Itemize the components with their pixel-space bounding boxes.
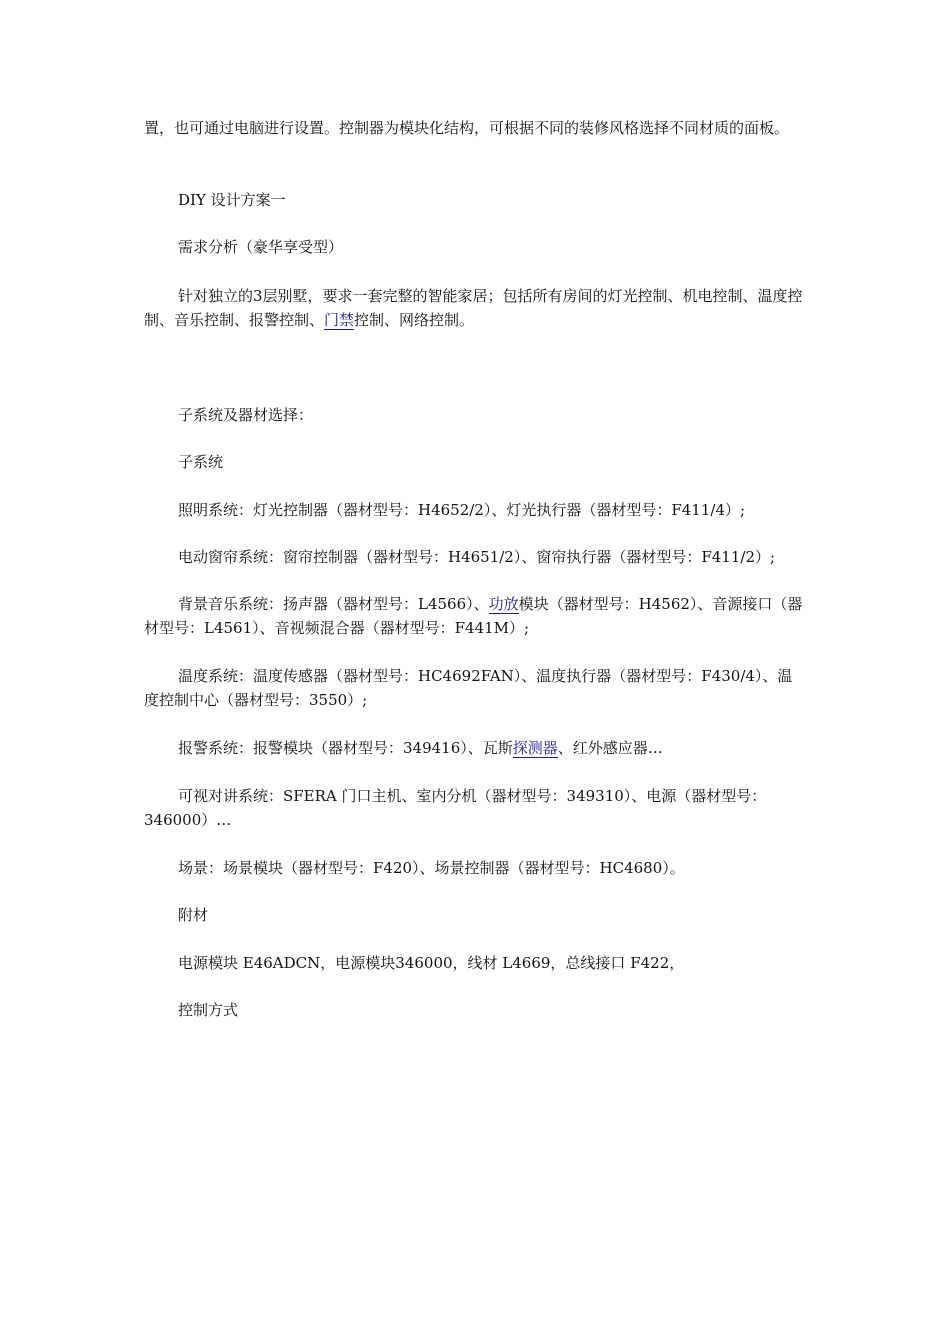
paragraph-lighting: 照明系统：灯光控制器（器材型号：H4652/2）、灯光执行器（器材型号：F411/4）; — [178, 501, 746, 519]
link-amplifier[interactable]: 功放 — [488, 595, 519, 613]
text: 针对独立的3层别墅，要求一套完整的智能家居；包括所有房间的灯光控制、机电控制、温度控制、音乐控制、报警控制、 — [144, 287, 803, 329]
paragraph-music — [144, 592, 804, 640]
heading-diy-plan: DIY 设计方案一 — [178, 191, 286, 209]
text: 控制、网络控制。 — [354, 311, 475, 329]
paragraph-intercom: 可视对讲系统：SFERA 门口主机、室内分机（器材型号：349310）、电源（器材型号：346000）… — [144, 787, 767, 829]
heading-control-mode: 控制方式 — [178, 1001, 239, 1019]
paragraph-intro: 置，也可通过电脑进行设置。控制器为模块化结构，可根据不同的装修风格选择不同材质的面板。 — [144, 119, 790, 137]
link-access-control[interactable]: 门禁 — [324, 311, 355, 329]
heading-requirements: 需求分析（豪华享受型） — [178, 238, 344, 256]
paragraph-requirements — [144, 284, 804, 332]
paragraph-temperature: 温度系统：温度传感器（器材型号：HC4692FAN）、温度执行器（器材型号：F430/4）、温度控制中心（器材型号：3550）; — [144, 667, 793, 709]
paragraph-alarm — [144, 736, 804, 760]
text: 背景音乐系统：扬声器（器材型号：L4566）、 — [178, 595, 489, 613]
text: 报警系统：报警模块（器材型号：349416）、瓦斯 — [178, 739, 513, 757]
heading-accessories: 附材 — [178, 906, 209, 924]
paragraph-curtain: 电动窗帘系统：窗帘控制器（器材型号：H4651/2）、窗帘执行器（器材型号：F411/2）; — [178, 548, 776, 566]
text: 、红外感应器… — [557, 739, 663, 757]
paragraph-accessories: 电源模块 E46ADCN，电源模块346000，线材 L4669，总线接口 F422， — [178, 954, 685, 972]
heading-subsystems-selection: 子系统及器材选择： — [178, 406, 314, 424]
text: 模块（器材型号：H4562）、音源接口（器材型号：L4561）、音视频混合器（器材型号：F441M）; — [144, 595, 803, 637]
link-detector[interactable]: 探测器 — [512, 739, 558, 757]
paragraph-scene: 场景：场景模块（器材型号：F420）、场景控制器（器材型号：HC4680）。 — [178, 859, 685, 877]
heading-subsystems: 子系统 — [178, 453, 224, 471]
